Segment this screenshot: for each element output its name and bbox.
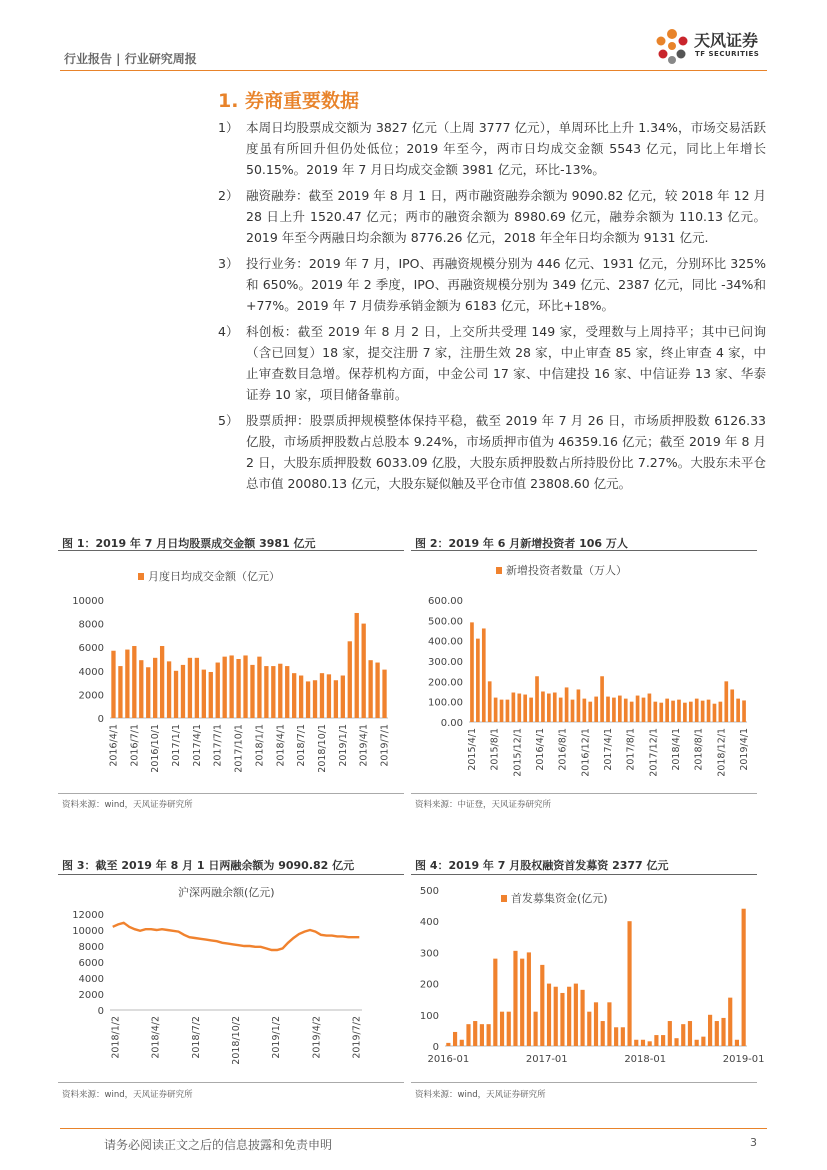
chart-bar — [735, 1040, 739, 1046]
chart-bar — [689, 702, 693, 722]
chart-bar — [250, 665, 254, 718]
chart-bar — [541, 692, 545, 723]
figure-4-title: 图 4：2019 年 7 月股权融资首发募资 2377 亿元 — [415, 859, 669, 872]
figure-2-title: 图 2：2019 年 6 月新增投资者 106 万人 — [415, 537, 628, 550]
chart-bar — [292, 673, 296, 718]
x-tick-label: 2018/4/2 — [150, 1016, 162, 1059]
chart-bar — [257, 657, 261, 718]
x-tick-label: 2017/1/1 — [171, 724, 183, 767]
x-tick-label: 2016/8/1 — [557, 728, 569, 771]
y-tick-label: 10000 — [72, 926, 104, 937]
chart-bar — [577, 689, 581, 722]
chart-bar — [560, 993, 564, 1046]
x-tick-label: 2016/4/1 — [108, 724, 120, 767]
y-tick-label: 500.00 — [428, 616, 463, 628]
chart-daily-turnover — [58, 556, 404, 786]
x-tick-label: 2019/4/2 — [311, 1016, 323, 1059]
x-tick-label: 2016/12/1 — [580, 728, 592, 777]
chart-bar — [567, 987, 571, 1046]
x-tick-label: 2017/8/1 — [625, 728, 637, 771]
legend-marker — [496, 567, 502, 574]
chart-bar — [507, 1012, 511, 1046]
chart-bar — [181, 665, 185, 718]
chart-bar — [535, 676, 539, 722]
x-tick-label: 2019/1/1 — [337, 724, 349, 767]
figure-2-source: 资料来源：中证登，天风证券研究所 — [415, 800, 552, 810]
chart-bar — [715, 1021, 719, 1046]
figure-1-bottom-rule — [58, 793, 404, 794]
chart-bar — [580, 990, 584, 1046]
y-tick-label: 4000 — [78, 666, 104, 678]
chart-bar — [683, 703, 687, 722]
paragraph-5 — [218, 410, 766, 494]
x-tick-label: 2019/4/1 — [739, 728, 751, 771]
chart-bar — [721, 1018, 725, 1046]
x-tick-label: 2019-01 — [722, 1054, 765, 1065]
chart-bar — [742, 909, 746, 1046]
chart-bar — [618, 696, 622, 722]
figure-2-top-rule — [411, 550, 757, 551]
page-number: 3 — [750, 1136, 757, 1149]
y-tick-label: 10000 — [72, 596, 104, 607]
chart-bar — [641, 1040, 645, 1046]
y-tick-label: 300 — [419, 948, 439, 960]
chart-bar — [559, 698, 563, 722]
logo-flower-icon — [652, 26, 692, 66]
chart-bar — [671, 701, 675, 722]
chart-bar — [355, 613, 359, 718]
x-tick-label: 2018/7/1 — [296, 724, 308, 767]
y-tick-label: 100 — [419, 1010, 439, 1022]
chart-bar — [529, 698, 533, 722]
chart-bar — [728, 998, 732, 1046]
chart-bar — [264, 666, 268, 718]
company-logo — [652, 26, 772, 66]
y-tick-label: 2000 — [78, 990, 104, 1001]
x-tick-label: 2018/7/2 — [190, 1016, 202, 1059]
paragraph-number: 4） — [218, 324, 239, 339]
y-tick-label: 600.00 — [428, 596, 463, 607]
figure-4-bottom-rule — [411, 1082, 757, 1083]
x-tick-label: 2015/12/1 — [512, 728, 524, 777]
chart-bar — [243, 655, 247, 718]
chart-bar — [174, 671, 178, 718]
figure-4-source: 资料来源：wind，天风证券研究所 — [415, 1090, 546, 1100]
x-tick-label: 2016/7/1 — [129, 724, 141, 767]
figure-3-bottom-rule — [58, 1082, 404, 1083]
y-tick-label: 300.00 — [428, 657, 463, 668]
legend-label: 月度日均成交金额（亿元） — [148, 570, 280, 583]
chart-bar — [583, 699, 587, 722]
chart-bar — [534, 1012, 538, 1046]
paragraph-number: 1） — [218, 120, 239, 135]
chart-bar — [382, 670, 386, 718]
chart-bar — [600, 676, 604, 722]
chart-bar — [167, 661, 171, 718]
chart-bar — [695, 1040, 699, 1046]
chart-bar — [313, 680, 317, 718]
x-tick-label: 2017/4/1 — [191, 724, 203, 767]
chart-margin-balance — [58, 880, 404, 1065]
chart-bar — [341, 676, 345, 718]
y-tick-label: 2000 — [78, 690, 104, 702]
y-tick-label: 500 — [419, 886, 439, 897]
chart-bar — [348, 641, 352, 718]
chart-bar — [229, 655, 233, 718]
y-tick-label: 0.00 — [440, 718, 463, 729]
chart-bar — [476, 639, 480, 722]
chart-bar — [630, 702, 634, 722]
figure-2-bottom-rule — [411, 793, 757, 794]
paragraph-text: 股票质押：股票质押规模整体保持平稳，截至 2019 年 7 月 26 日，市场质押股数 6126.33 亿股，市场质押股数占总股本 9.24%，市场质押市值为 46359.16 亿元；截至 2019 年 8 月 2 日，大股东质押股数 6033.09 亿股，大股东质押股数占所持股份比 7.27%。大股东未平仓总市值 20080.13 亿元，大股东疑似触及平仓市值 23808.60 亿元。 — [246, 413, 766, 491]
chart-bar — [648, 1041, 652, 1046]
chart-bar — [466, 1024, 470, 1046]
x-tick-label: 2017/7/1 — [212, 724, 224, 767]
report-breadcrumb: 行业报告 | 行业研究周报 — [64, 52, 197, 66]
chart-bar — [553, 693, 557, 722]
chart-bar — [160, 646, 164, 718]
chart-bar — [621, 1027, 625, 1046]
chart-bar — [594, 1002, 598, 1046]
chart-bar — [488, 681, 492, 722]
chart-bar — [636, 696, 640, 722]
chart-bar — [299, 676, 303, 718]
chart-bar — [688, 1021, 692, 1046]
chart-bar — [527, 952, 531, 1046]
section-title: 1. 券商重要数据 — [218, 90, 360, 112]
footer-disclaimer: 请务必阅读正文之后的信息披露和免责申明 — [104, 1138, 333, 1152]
chart-bar — [574, 984, 578, 1046]
paragraph-3 — [218, 253, 766, 316]
paragraph-number: 5） — [218, 413, 239, 428]
chart-bar — [724, 681, 728, 722]
chart-bar — [571, 700, 575, 722]
chart-bar — [278, 664, 282, 718]
chart-bar — [487, 1024, 491, 1046]
x-tick-label: 2016/10/1 — [150, 724, 162, 773]
chart-bar — [677, 700, 681, 722]
chart-bar — [701, 701, 705, 722]
x-tick-label: 2016-01 — [427, 1054, 470, 1065]
chart-bar — [588, 702, 592, 722]
x-tick-label: 2018/10/1 — [316, 724, 328, 773]
y-tick-label: 6000 — [78, 643, 104, 655]
chart-bar — [223, 657, 227, 718]
x-tick-label: 2019/1/2 — [271, 1016, 283, 1059]
chart-bar — [500, 1012, 504, 1046]
chart-bar — [118, 666, 122, 718]
logo-sub: TF SECURITIES — [695, 50, 760, 58]
y-tick-label: 12000 — [72, 910, 104, 921]
y-tick-label: 8000 — [78, 942, 104, 953]
y-tick-label: 200 — [419, 979, 439, 991]
chart-bar — [601, 1021, 605, 1046]
chart-bar — [153, 658, 157, 718]
chart-bar — [681, 1024, 685, 1046]
chart-bar — [653, 702, 657, 722]
chart-bar — [730, 689, 734, 722]
chart-bar — [707, 700, 711, 722]
chart-bar — [368, 660, 372, 718]
legend-label: 新增投资者数量（万人） — [506, 564, 627, 577]
x-tick-label: 2017/4/1 — [603, 728, 614, 771]
x-tick-label: 2016/4/1 — [534, 728, 546, 771]
chart-bar — [547, 694, 551, 722]
chart-bar — [512, 693, 516, 722]
chart-bar — [209, 672, 213, 718]
chart-bar — [320, 673, 324, 718]
chart-bar — [665, 699, 669, 722]
chart-bar — [736, 699, 740, 722]
chart-bar — [271, 666, 275, 718]
chart-bar — [334, 680, 338, 718]
chart-bar — [202, 670, 206, 718]
chart-bar — [695, 699, 699, 722]
chart-line-series — [113, 923, 360, 950]
chart-bar — [654, 1035, 658, 1046]
chart-bar — [565, 687, 569, 722]
paragraph-number: 2） — [218, 188, 239, 203]
y-tick-label: 0 — [97, 1006, 104, 1017]
chart-bar — [473, 1021, 477, 1046]
y-tick-label: 400 — [419, 917, 439, 929]
chart-ipo-proceeds — [411, 880, 765, 1075]
chart-bar — [607, 1002, 611, 1046]
chart-bar — [362, 624, 366, 718]
legend-marker — [501, 895, 507, 902]
chart-bar — [594, 697, 598, 722]
chart-bar — [624, 699, 628, 722]
chart-bar — [554, 987, 558, 1046]
chart-bar — [146, 667, 150, 718]
chart-bar — [460, 1040, 464, 1046]
figure-3-title: 图 3：截至 2019 年 8 月 1 日两融余额为 9090.82 亿元 — [62, 859, 355, 872]
figure-3-top-rule — [58, 874, 404, 875]
x-tick-label: 2017-01 — [525, 1054, 568, 1065]
y-tick-label: 8000 — [78, 619, 104, 631]
chart-bar — [327, 674, 331, 718]
paragraph-text: 融资融券：截至 2019 年 8 月 1 日，两市融资融券余额为 9090.82 亿元，较 2018 年 12 月 28 日上升 1520.47 亿元；两市的融资余额为 8980.69 亿元，融券余额为 110.13 亿元。2019 年至今两融日均余额为 8776.26 亿元，2018 年全年日均余额为 9131 亿元. — [246, 188, 766, 245]
x-tick-label: 2018/1/2 — [110, 1016, 122, 1059]
chart-bar — [713, 704, 717, 722]
legend-marker — [138, 573, 144, 580]
chart-bar — [482, 628, 486, 722]
chart-bar — [132, 646, 136, 718]
chart-bar — [493, 959, 497, 1046]
chart-bar — [285, 666, 289, 718]
x-tick-label: 2019/7/1 — [379, 724, 391, 767]
header-divider — [60, 70, 767, 71]
x-tick-label: 2018-01 — [624, 1054, 667, 1065]
y-tick-label: 100.00 — [428, 697, 463, 709]
x-tick-label: 2015/4/1 — [466, 728, 478, 771]
y-tick-label: 4000 — [78, 974, 104, 985]
paragraph-1 — [218, 117, 766, 180]
chart-bar — [719, 702, 723, 722]
x-tick-label: 2018/8/1 — [693, 728, 705, 771]
chart-bar — [506, 700, 510, 722]
chart-bar — [188, 658, 192, 718]
paragraph-2 — [218, 185, 766, 248]
chart-bar — [674, 1038, 678, 1046]
legend-label: 首发募集资金(亿元) — [511, 892, 608, 905]
figure-1-top-rule — [58, 550, 404, 551]
x-tick-label: 2019/4/1 — [358, 724, 370, 767]
chart-bar — [446, 1043, 450, 1046]
chart-bar — [547, 984, 551, 1046]
chart-bar — [236, 659, 240, 718]
chart-bar — [634, 1040, 638, 1046]
legend-label: 沪深两融余额(亿元) — [178, 886, 275, 899]
chart-bar — [648, 694, 652, 722]
x-tick-label: 2019/7/2 — [351, 1016, 363, 1059]
figure-4-top-rule — [411, 874, 757, 875]
y-tick-label: 400.00 — [428, 636, 463, 648]
chart-bar — [453, 1032, 457, 1046]
paragraph-number: 3） — [218, 256, 239, 271]
logo-name: 天风证券 — [694, 31, 759, 50]
chart-bar — [195, 658, 199, 718]
x-tick-label: 2015/8/1 — [489, 728, 501, 771]
y-tick-label: 0 — [97, 714, 104, 725]
x-tick-label: 2018/4/1 — [275, 724, 287, 767]
chart-bar — [375, 663, 379, 718]
chart-bar — [139, 660, 143, 718]
chart-bar — [614, 1027, 618, 1046]
x-tick-label: 2018/12/1 — [716, 728, 728, 777]
chart-bar — [668, 1021, 672, 1046]
chart-bar — [520, 959, 524, 1046]
chart-bar — [742, 700, 746, 722]
chart-new-investors — [411, 556, 757, 786]
chart-bar — [513, 951, 517, 1046]
chart-bar — [523, 695, 527, 722]
paragraph-text: 本周日均股票成交额为 3827 亿元（上周 3777 亿元），单周环比上升 1.34%，市场交易活跃度虽有所回升但仍处低位；2019 年至今，两市日均成交金额 5543 亿元，同比上年增长 50.15%。2019 年 7 月日均成交金额 3981 亿元，环比-13%。 — [246, 120, 766, 177]
chart-bar — [500, 700, 504, 722]
chart-bar — [587, 1012, 591, 1046]
x-tick-label: 2018/10/2 — [231, 1016, 242, 1065]
y-tick-label: 200.00 — [428, 677, 463, 689]
chart-bar — [708, 1015, 712, 1046]
footer-divider — [60, 1128, 767, 1129]
chart-bar — [517, 694, 521, 722]
x-tick-label: 2017/10/1 — [233, 724, 245, 773]
chart-bar — [111, 651, 115, 718]
chart-bar — [480, 1024, 484, 1046]
x-tick-label: 2018/1/1 — [254, 724, 266, 767]
paragraph-text: 投行业务：2019 年 7 月，IPO、再融资规模分别为 446 亿元、1931 亿元，分别环比 325%和 650%。2019 年 2 季度，IPO、再融资规模分别为 349 亿元、2387 亿元，同比 -34%和+77%。2019 年 7 月债券承销金额为 6183 亿元，环比+18%。 — [246, 256, 766, 313]
chart-bar — [659, 703, 663, 722]
chart-bar — [627, 921, 631, 1046]
chart-bar — [540, 965, 544, 1046]
figure-1-title: 图 1：2019 年 7 月日均股票成交金额 3981 亿元 — [62, 537, 316, 550]
figure-1-source: 资料来源：wind，天风证券研究所 — [62, 800, 193, 810]
chart-bar — [216, 663, 220, 718]
figure-3-source: 资料来源：wind，天风证券研究所 — [62, 1090, 193, 1100]
paragraph-4 — [218, 321, 766, 405]
chart-bar — [642, 698, 646, 722]
chart-bar — [606, 697, 610, 722]
chart-bar — [306, 681, 310, 718]
chart-bar — [125, 650, 129, 718]
paragraph-text: 科创板：截至 2019 年 8 月 2 日，上交所共受理 149 家，受理数与上周持平；其中已问询（含已回复）18 家，提交注册 7 家，注册生效 28 家，中止审查 85 家，终止审查 4 家，中止审查数目急增。保荐机构方面，中金公司 17 家、中信建投 16 家、中信证券 13 家、华泰证券 10 家，项目储备靠前。 — [246, 324, 766, 402]
y-tick-label: 0 — [432, 1042, 439, 1053]
chart-bar — [494, 698, 498, 722]
chart-bar — [661, 1035, 665, 1046]
chart-bar — [612, 698, 616, 722]
x-tick-label: 2017/12/1 — [648, 728, 660, 777]
chart-bar — [470, 622, 474, 722]
chart-bar — [701, 1037, 705, 1046]
x-tick-label: 2018/4/1 — [671, 728, 683, 771]
y-tick-label: 6000 — [78, 958, 104, 969]
